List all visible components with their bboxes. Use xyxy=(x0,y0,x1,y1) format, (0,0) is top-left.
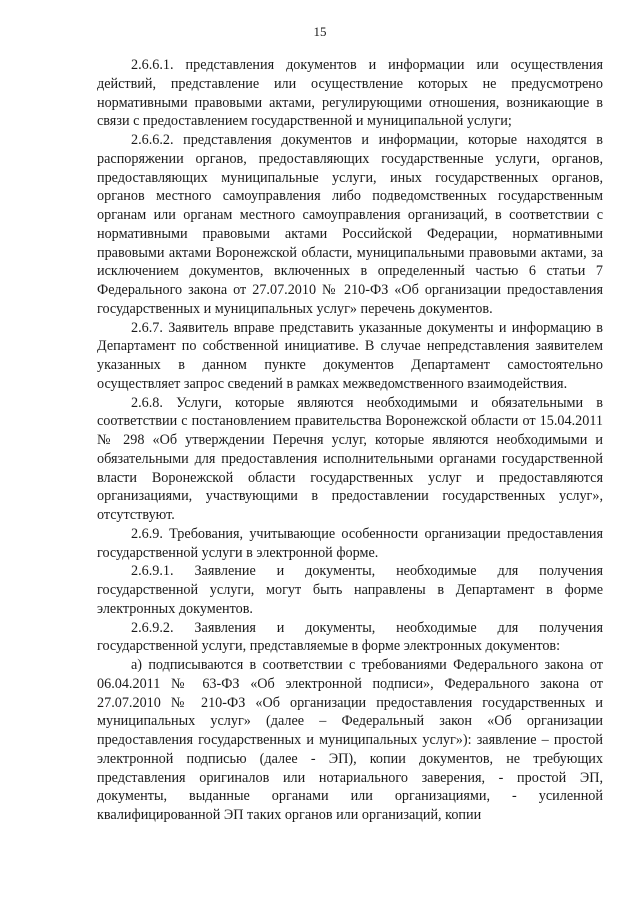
paragraph-2-6-9-2: 2.6.9.2. Заявления и документы, необходимые для получения государственной услуги, представляемые в форме электронных документов: xyxy=(97,619,603,655)
paragraph-2-6-6-2: 2.6.6.2. представления документов и информации, которые находятся в распоряжении органов, предоставляющих государственные услуги, органов, предоставляющих муниципальные услуги, иных государственных органов, органов местного самоуправления либо подведомственных государственным органам или органам местного самоуправления организаций, в соответствии с нормативными правовыми актами Российской Федерации, нормативными правовыми актами Воронежской области, муниципальными правовыми актами, за исключением документов, включенных в определенный частью 6 статьи 7 Федерального закона от 27.07.2010 № 210-ФЗ «Об организации предоставления государственных и муниципальных услуг» перечень документов. xyxy=(97,132,603,317)
page-number: 15 xyxy=(313,24,327,39)
paragraph-2-6-6-1: 2.6.6.1. представления документов и информации или осуществления действий, представление или осуществление которых не предусмотрено нормативными правовыми актами, регулирующими отношения, возникающие в связи с предоставлением государственной и муниципальной услуги; xyxy=(97,57,603,130)
paragraph-2-6-9: 2.6.9. Требования, учитывающие особенности организации предоставления государственной услуги в электронной форме. xyxy=(97,525,603,561)
paragraph-2-6-7: 2.6.7. Заявитель вправе представить указанные документы и информацию в Департамент по собственной инициативе. В случае непредставления заявителем указанных в данном пункте документов Департамент самостоятельно осуществляет запрос сведений в рамках межведомственного взаимодействия. xyxy=(97,319,603,392)
paragraph-2-6-9-1: 2.6.9.1. Заявление и документы, необходимые для получения государственной услуги, могут быть направлены в Департамент в форме электронных документов. xyxy=(97,563,603,617)
paragraph-2-6-8: 2.6.8. Услуги, которые являются необходимыми и обязательными в соответствии с постановлением правительства Воронежской области от 15.04.2011 № 298 «Об утверждении Перечня услуг, которые являются необходимыми и обязательными для предоставления исполнительными органами государственной власти Воронежской области государственных услуг и предоставляются организациями, участвующими в предоставлении государственных услуг», отсутствуют. xyxy=(97,394,603,523)
paragraph-item-a: а) подписываются в соответствии с требованиями Федерального закона от 06.04.2011 № 63-ФЗ «Об электронной подписи», Федерального закона от 27.07.2010 № 210-ФЗ «Об организации предоставления государственных и муниципальных услуг» (далее – Федеральный закон «Об организации предоставления государственных и муниципальных услуг»): заявление – простой электронной подписью (далее - ЭП), копии документов, не требующих представления оригиналов или нотариального заверения, - простой ЭП, документы, выданные органами или организациями, - усиленной квалифицированной ЭП таких органов или организаций, копии xyxy=(97,657,603,823)
document-body xyxy=(97,56,603,825)
